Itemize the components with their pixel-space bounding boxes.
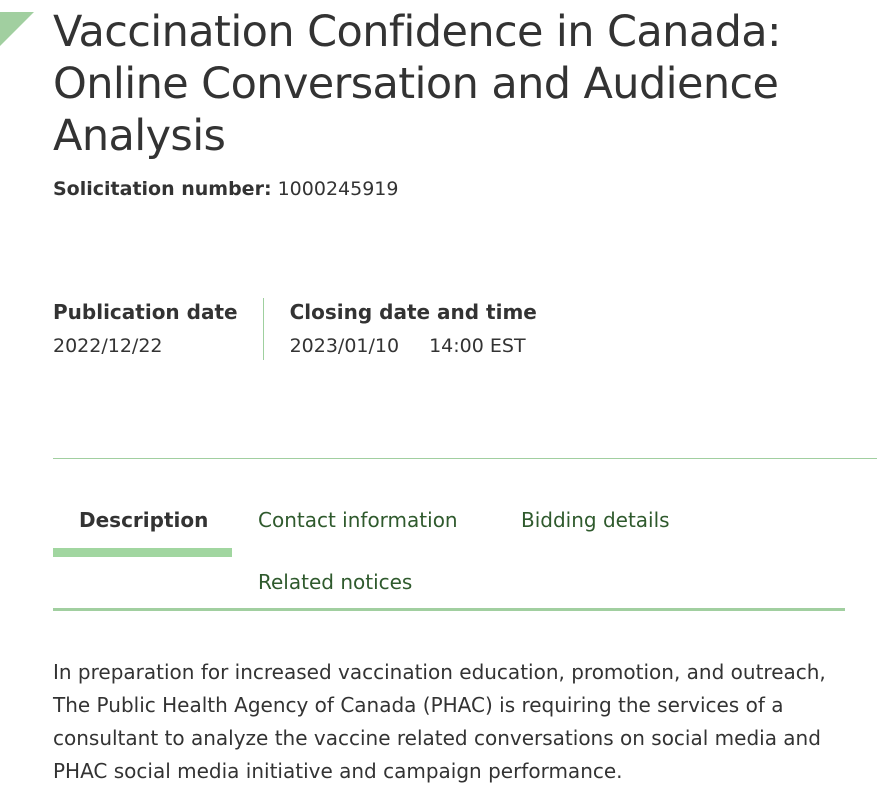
closing-date-day: 2023/01/10 — [289, 335, 400, 357]
tab-bar-border — [53, 608, 845, 611]
solicitation-label: Solicitation number: — [53, 178, 272, 200]
description-text: In preparation for increased vaccination education, promotion, and outreach, The Public Health Agency of Canada (PHAC) is requiring the services of a consultant to analyze the vaccine related conversations on social media and PHAC social media initiative and campaign performance. — [53, 660, 826, 783]
active-tab-indicator — [53, 548, 232, 557]
tab-bar — [53, 500, 845, 611]
tab-bidding-details[interactable]: Bidding details — [521, 508, 670, 532]
tab-description[interactable]: Description — [79, 508, 209, 532]
closing-date-value — [290, 332, 537, 360]
page-title: Vaccination Confidence in Canada: Online Conversation and Audience Analysis — [53, 7, 781, 161]
publication-date — [53, 298, 264, 360]
closing-date-label: Closing date and time — [289, 300, 537, 324]
section-divider — [53, 458, 877, 459]
dates-section — [53, 298, 537, 360]
closing-date — [264, 298, 537, 360]
solicitation-number — [53, 176, 398, 202]
closing-date-time: 14:00 EST — [429, 335, 526, 357]
tab-contact-information[interactable]: Contact information — [258, 508, 458, 532]
tab-related-notices[interactable]: Related notices — [258, 570, 413, 594]
corner-flag-icon — [0, 12, 34, 46]
publication-date-label: Publication date — [53, 300, 238, 324]
solicitation-value: 1000245919 — [277, 178, 399, 200]
publication-date-value: 2022/12/22 — [53, 335, 163, 357]
